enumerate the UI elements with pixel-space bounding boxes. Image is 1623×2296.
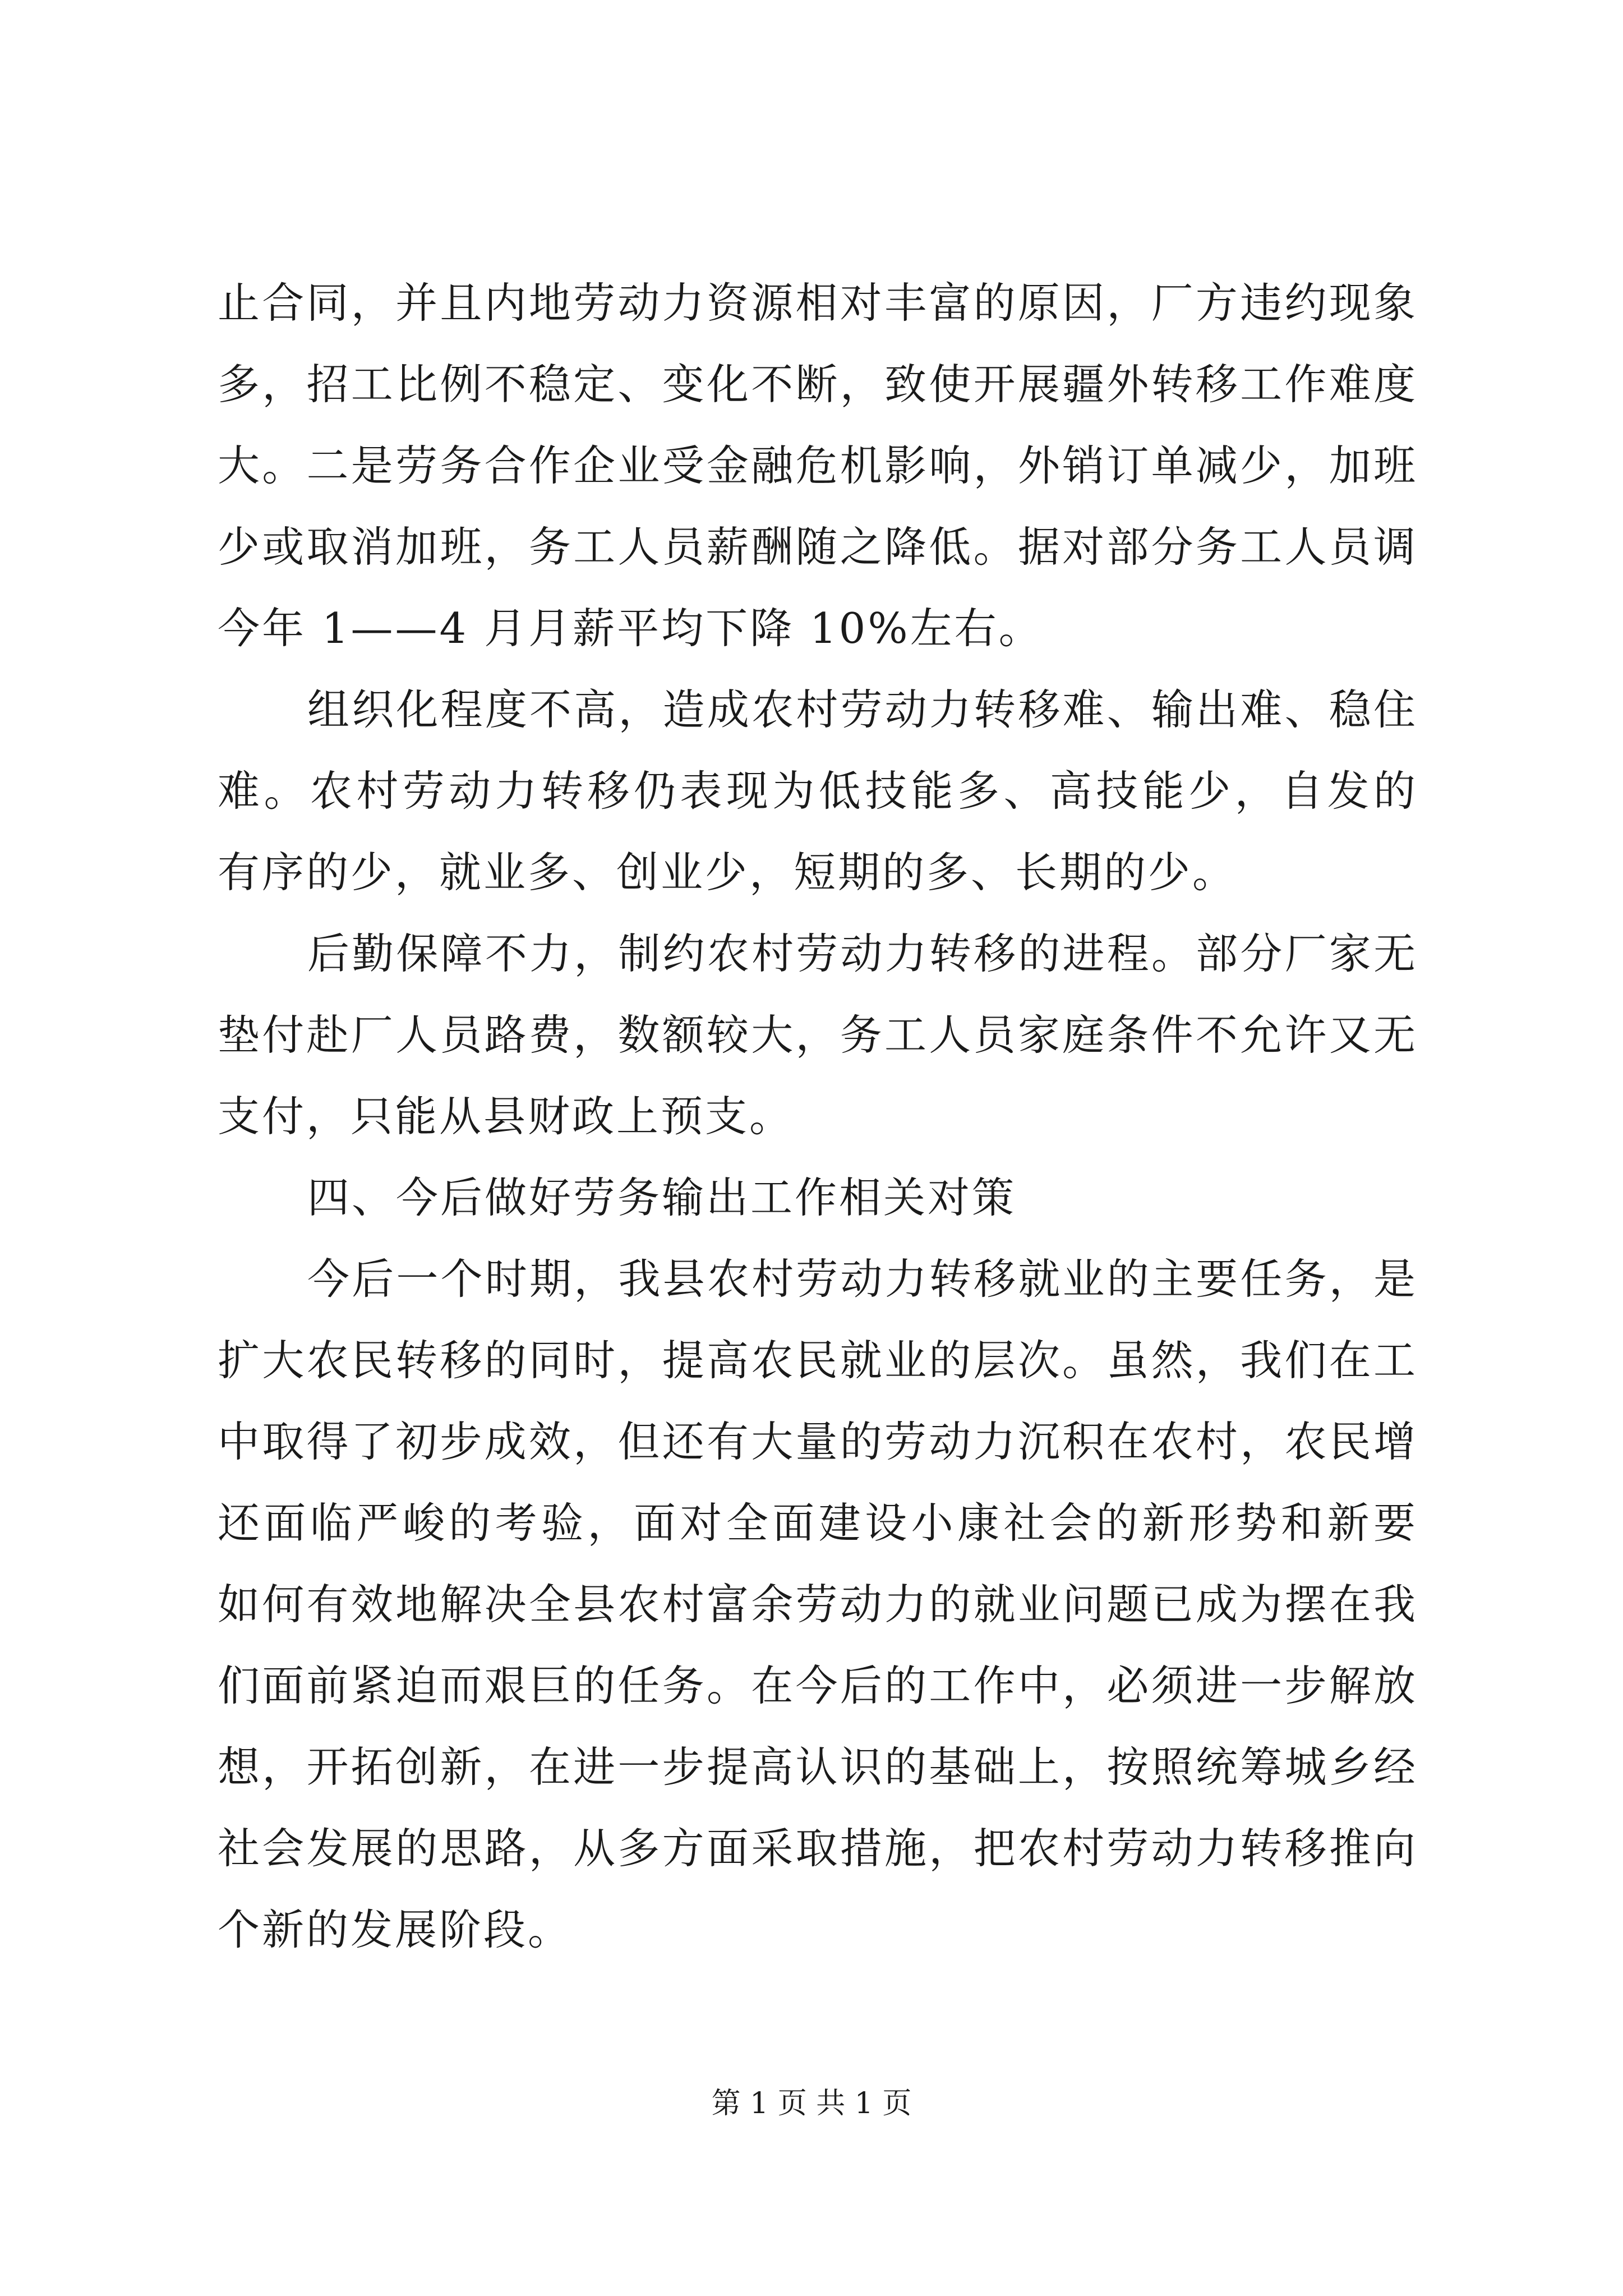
text-line: 少或取消加班，务工人员薪酬随之降低。据对部分务工人员调	[218, 522, 1418, 572]
text-line: 扩大农民转移的同时，提高农民就业的层次。虽然，我们在工	[218, 1336, 1418, 1385]
text-line: 多，招工比例不稳定、变化不断，致使开展疆外转移工作难度	[218, 360, 1418, 409]
paragraph-logistics	[218, 913, 1418, 1157]
page-number-footer: 第 1 页 共 1 页	[711, 2087, 912, 2120]
paragraph-low-organization	[218, 669, 1418, 913]
text-line: 们面前紧迫而艰巨的任务。在今后的工作中，必须进一步解放	[218, 1661, 1418, 1710]
paragraph-future-tasks	[218, 1239, 1418, 1971]
text-line: 大。二是劳务合作企业受金融危机影响，外销订单减少，加班	[218, 441, 1418, 490]
text-line: 个新的发展阶段。	[218, 1905, 573, 1954]
section-heading-text: 四、今后做好劳务输出工作相关对策	[307, 1173, 1017, 1222]
text-line: 止合同，并且内地劳动力资源相对丰富的原因，厂方违约现象	[218, 278, 1418, 328]
text-line: 难。农村劳动力转移仍表现为低技能多、高技能少，自发的	[218, 766, 1418, 816]
text-line: 中取得了初步成效，但还有大量的劳动力沉积在农村，农民增	[218, 1417, 1418, 1466]
text-line: 支付，只能从县财政上预支。	[218, 1092, 794, 1141]
text-line: 还面临严峻的考验，面对全面建设小康社会的新形势和新要	[218, 1498, 1418, 1548]
text-line: 后勤保障不力，制约农村劳动力转移的进程。部分厂家无	[307, 929, 1418, 978]
text-line: 组织化程度不高，造成农村劳动力转移难、输出难、稳住	[307, 685, 1418, 734]
text-line: 今后一个时期，我县农村劳动力转移就业的主要任务，是	[307, 1254, 1418, 1304]
text-line: 有序的少，就业多、创业少，短期的多、长期的少。	[218, 848, 1237, 897]
paragraph-breach-of-contract	[218, 263, 1418, 669]
section-heading	[218, 1157, 1418, 1239]
text-line: 垫付赴厂人员路费，数额较大，务工人员家庭条件不允许又无	[218, 1010, 1418, 1060]
text-line: 社会发展的思路，从多方面采取措施，把农村劳动力转移推向	[218, 1824, 1418, 1873]
document-body	[218, 263, 1418, 1971]
text-line: 想，开拓创新，在进一步提高认识的基础上，按照统筹城乡经	[218, 1742, 1418, 1792]
text-line: 今年 1——4 月月薪平均下降 10%左右。	[218, 604, 1043, 653]
text-line: 如何有效地解决全县农村富余劳动力的就业问题已成为摆在我	[218, 1580, 1418, 1629]
